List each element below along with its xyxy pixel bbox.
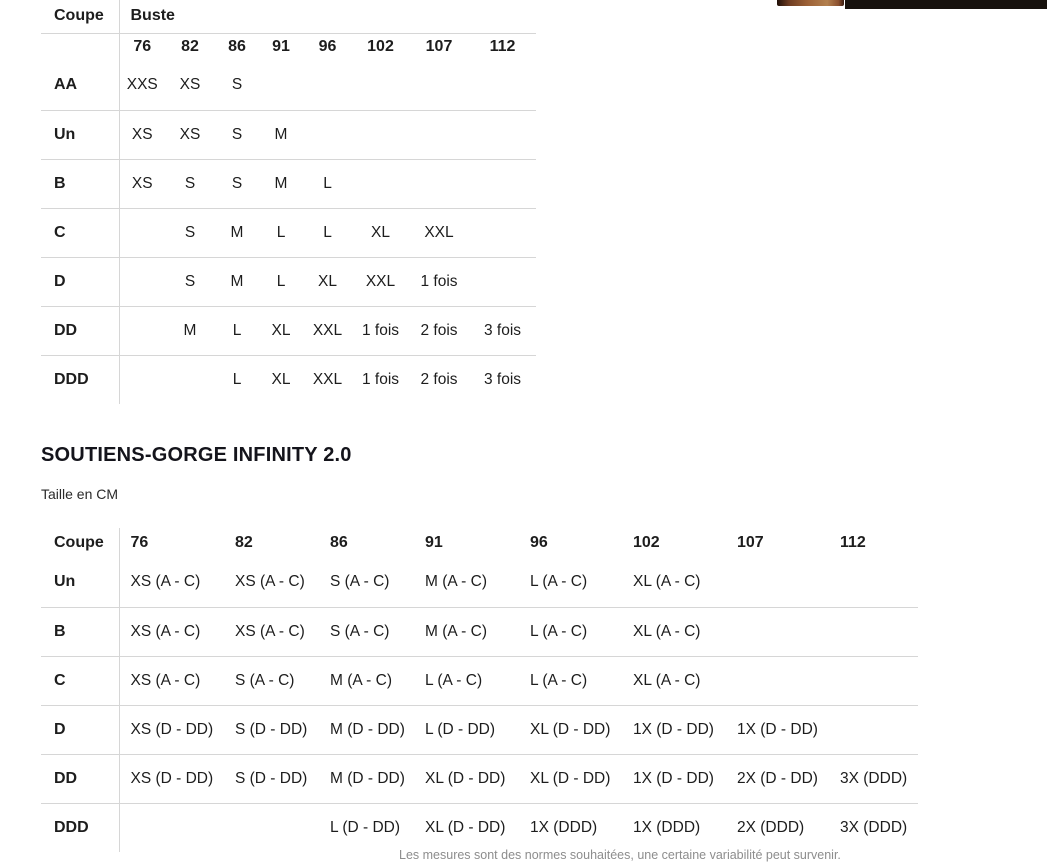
size-cell bbox=[119, 208, 165, 257]
size-cell: XS (A - C) bbox=[224, 607, 319, 656]
size-cell: XL (A - C) bbox=[622, 558, 726, 607]
size-cell: XS bbox=[165, 110, 215, 159]
column-header: 76 bbox=[130, 534, 149, 551]
size-cell: XXL bbox=[312, 370, 343, 388]
table-row bbox=[41, 110, 536, 159]
size-cell bbox=[469, 61, 536, 110]
size-cell: M (D - DD) bbox=[319, 705, 414, 754]
size-cell: 1 fois bbox=[409, 257, 469, 306]
size-cell: M (A - C) bbox=[414, 607, 519, 656]
size-cell: S (A - C) bbox=[319, 607, 414, 656]
measurement-disclaimer: Les mesures sont des normes souhaitées, une certaine variabilité peut survenir. bbox=[399, 848, 841, 862]
table-row bbox=[41, 607, 918, 656]
size-cell: L bbox=[232, 370, 242, 388]
row-label: D bbox=[41, 257, 119, 306]
size-cell bbox=[726, 607, 829, 656]
size-cell bbox=[469, 257, 536, 306]
group-header: Buste bbox=[119, 0, 536, 33]
row-label: C bbox=[41, 208, 119, 257]
size-cell: XL bbox=[271, 370, 291, 388]
size-cell: 2 fois bbox=[420, 370, 458, 388]
size-chart-buste bbox=[41, 0, 536, 404]
table-row bbox=[41, 257, 536, 306]
size-cell: S (A - C) bbox=[224, 656, 319, 705]
column-header: 112 bbox=[840, 534, 866, 551]
size-chart-infinity bbox=[41, 528, 918, 852]
table-row bbox=[41, 208, 536, 257]
size-cell: XL bbox=[352, 208, 409, 257]
size-cell bbox=[829, 607, 918, 656]
table-row bbox=[41, 306, 536, 355]
size-cell: XL (D - DD) bbox=[519, 705, 622, 754]
size-cell bbox=[409, 159, 469, 208]
column-header: 107 bbox=[425, 38, 453, 56]
size-cell: S bbox=[165, 159, 215, 208]
section-subtitle: Taille en CM bbox=[41, 486, 119, 502]
size-cell: S bbox=[215, 159, 259, 208]
column-header: 82 bbox=[181, 38, 199, 56]
row-label: B bbox=[41, 607, 119, 656]
table-row bbox=[41, 803, 918, 852]
size-cell bbox=[829, 705, 918, 754]
column-header: 91 bbox=[272, 38, 290, 56]
size-cell: S bbox=[215, 61, 259, 110]
size-cell: XS bbox=[119, 159, 165, 208]
size-cell: 3X (DDD) bbox=[840, 818, 908, 836]
size-cell: XXL bbox=[303, 306, 352, 355]
size-cell bbox=[303, 61, 352, 110]
column-header: 96 bbox=[318, 38, 337, 56]
product-photo-fragment bbox=[777, 0, 844, 6]
size-cell: 2X (D - DD) bbox=[726, 754, 829, 803]
size-cell bbox=[726, 558, 829, 607]
size-cell: 3 fois bbox=[484, 370, 522, 388]
size-cell: XS (A - C) bbox=[119, 607, 224, 656]
size-cell: M bbox=[259, 159, 303, 208]
size-cell: XXS bbox=[119, 61, 165, 110]
row-label: C bbox=[41, 656, 119, 705]
size-cell bbox=[303, 110, 352, 159]
column-header-row bbox=[41, 528, 918, 558]
table-header-row bbox=[41, 0, 536, 33]
column-header: 107 bbox=[737, 534, 764, 551]
size-cell: S bbox=[165, 208, 215, 257]
size-cell: S bbox=[215, 110, 259, 159]
size-cell: M bbox=[259, 110, 303, 159]
size-cell bbox=[829, 656, 918, 705]
column-header: 91 bbox=[425, 534, 443, 551]
column-header: 112 bbox=[489, 38, 516, 56]
size-cell bbox=[409, 110, 469, 159]
size-cell: XXL bbox=[409, 208, 469, 257]
size-cell: XS (A - C) bbox=[119, 558, 224, 607]
column-header: 96 bbox=[530, 534, 548, 551]
size-cell bbox=[224, 803, 319, 852]
column-header: 102 bbox=[633, 534, 660, 551]
size-cell: L bbox=[259, 257, 303, 306]
column-header: 102 bbox=[367, 38, 394, 56]
size-cell: XXL bbox=[352, 257, 409, 306]
size-cell bbox=[352, 61, 409, 110]
column-header: 86 bbox=[330, 534, 348, 551]
table-row bbox=[41, 61, 536, 110]
size-cell: 2 fois bbox=[409, 306, 469, 355]
size-cell: XS (D - DD) bbox=[119, 705, 224, 754]
size-cell: L bbox=[215, 306, 259, 355]
size-cell: XS (A - C) bbox=[119, 656, 224, 705]
size-cell: 3X (DDD) bbox=[829, 754, 918, 803]
size-cell: 1X (D - DD) bbox=[622, 754, 726, 803]
size-cell bbox=[409, 61, 469, 110]
size-cell: XS (D - DD) bbox=[119, 754, 224, 803]
row-label: AA bbox=[41, 61, 119, 110]
size-cell bbox=[119, 803, 224, 852]
size-cell bbox=[829, 558, 918, 607]
row-label: Un bbox=[41, 110, 119, 159]
table-row bbox=[41, 656, 918, 705]
size-cell: L (D - DD) bbox=[414, 705, 519, 754]
size-cell: 2X (DDD) bbox=[737, 818, 805, 836]
row-label: DDD bbox=[41, 355, 119, 404]
table-row bbox=[41, 754, 918, 803]
size-cell: L bbox=[259, 208, 303, 257]
table-row bbox=[41, 705, 918, 754]
size-cell bbox=[469, 110, 536, 159]
size-cell: L bbox=[303, 159, 352, 208]
size-cell: M (A - C) bbox=[319, 656, 414, 705]
size-cell bbox=[165, 355, 215, 404]
corner-header: Coupe bbox=[41, 0, 119, 33]
size-cell: XS bbox=[119, 110, 165, 159]
size-cell: XL bbox=[303, 257, 352, 306]
size-cell: M (D - DD) bbox=[319, 754, 414, 803]
size-cell: 1X (DDD) bbox=[633, 818, 701, 836]
size-cell: L (A - C) bbox=[519, 656, 622, 705]
size-cell bbox=[726, 656, 829, 705]
column-header: 82 bbox=[235, 534, 253, 551]
size-cell bbox=[259, 61, 303, 110]
size-cell: XL bbox=[259, 306, 303, 355]
size-cell: XL (D - DD) bbox=[519, 754, 622, 803]
size-cell: XL (A - C) bbox=[622, 607, 726, 656]
size-cell: 1 fois bbox=[361, 370, 400, 388]
column-header-row bbox=[41, 33, 536, 61]
size-cell: L (A - C) bbox=[414, 656, 519, 705]
size-cell: 1 fois bbox=[352, 306, 409, 355]
column-header: 76 bbox=[133, 38, 152, 56]
size-cell: XL (D - DD) bbox=[425, 818, 506, 836]
size-cell: 1X (D - DD) bbox=[726, 705, 829, 754]
size-cell bbox=[119, 257, 165, 306]
size-cell: XL (A - C) bbox=[622, 656, 726, 705]
empty-corner bbox=[41, 33, 119, 61]
size-cell: M bbox=[215, 257, 259, 306]
size-cell: XS bbox=[165, 61, 215, 110]
size-cell: L bbox=[303, 208, 352, 257]
size-cell bbox=[119, 306, 165, 355]
size-cell bbox=[352, 110, 409, 159]
table-row bbox=[41, 159, 536, 208]
size-cell: 1X (DDD) bbox=[530, 818, 598, 836]
size-cell bbox=[469, 208, 536, 257]
size-cell: 3 fois bbox=[469, 306, 536, 355]
panel-edge-bar bbox=[845, 0, 1047, 9]
size-cell: 1X (D - DD) bbox=[622, 705, 726, 754]
size-cell: S (D - DD) bbox=[224, 754, 319, 803]
table-row bbox=[41, 355, 536, 404]
row-label: D bbox=[41, 705, 119, 754]
table-row bbox=[41, 558, 918, 607]
section-title: SOUTIENS-GORGE INFINITY 2.0 bbox=[41, 444, 352, 466]
size-cell bbox=[469, 159, 536, 208]
row-label: DD bbox=[41, 754, 119, 803]
row-label: Un bbox=[41, 558, 119, 607]
row-label: DD bbox=[41, 306, 119, 355]
size-cell: M bbox=[215, 208, 259, 257]
size-cell: S (D - DD) bbox=[224, 705, 319, 754]
size-cell bbox=[119, 355, 165, 404]
column-header: 86 bbox=[228, 38, 246, 56]
size-cell bbox=[352, 159, 409, 208]
size-cell: S bbox=[165, 257, 215, 306]
corner-header: Coupe bbox=[41, 528, 119, 558]
size-cell: M bbox=[165, 306, 215, 355]
size-cell: XS (A - C) bbox=[224, 558, 319, 607]
row-label: B bbox=[41, 159, 119, 208]
size-cell: M (A - C) bbox=[414, 558, 519, 607]
size-cell: L (A - C) bbox=[519, 607, 622, 656]
size-cell: S (A - C) bbox=[319, 558, 414, 607]
size-cell: L (D - DD) bbox=[330, 818, 401, 836]
size-cell: L (A - C) bbox=[519, 558, 622, 607]
size-cell: XL (D - DD) bbox=[414, 754, 519, 803]
row-label: DDD bbox=[41, 803, 119, 852]
